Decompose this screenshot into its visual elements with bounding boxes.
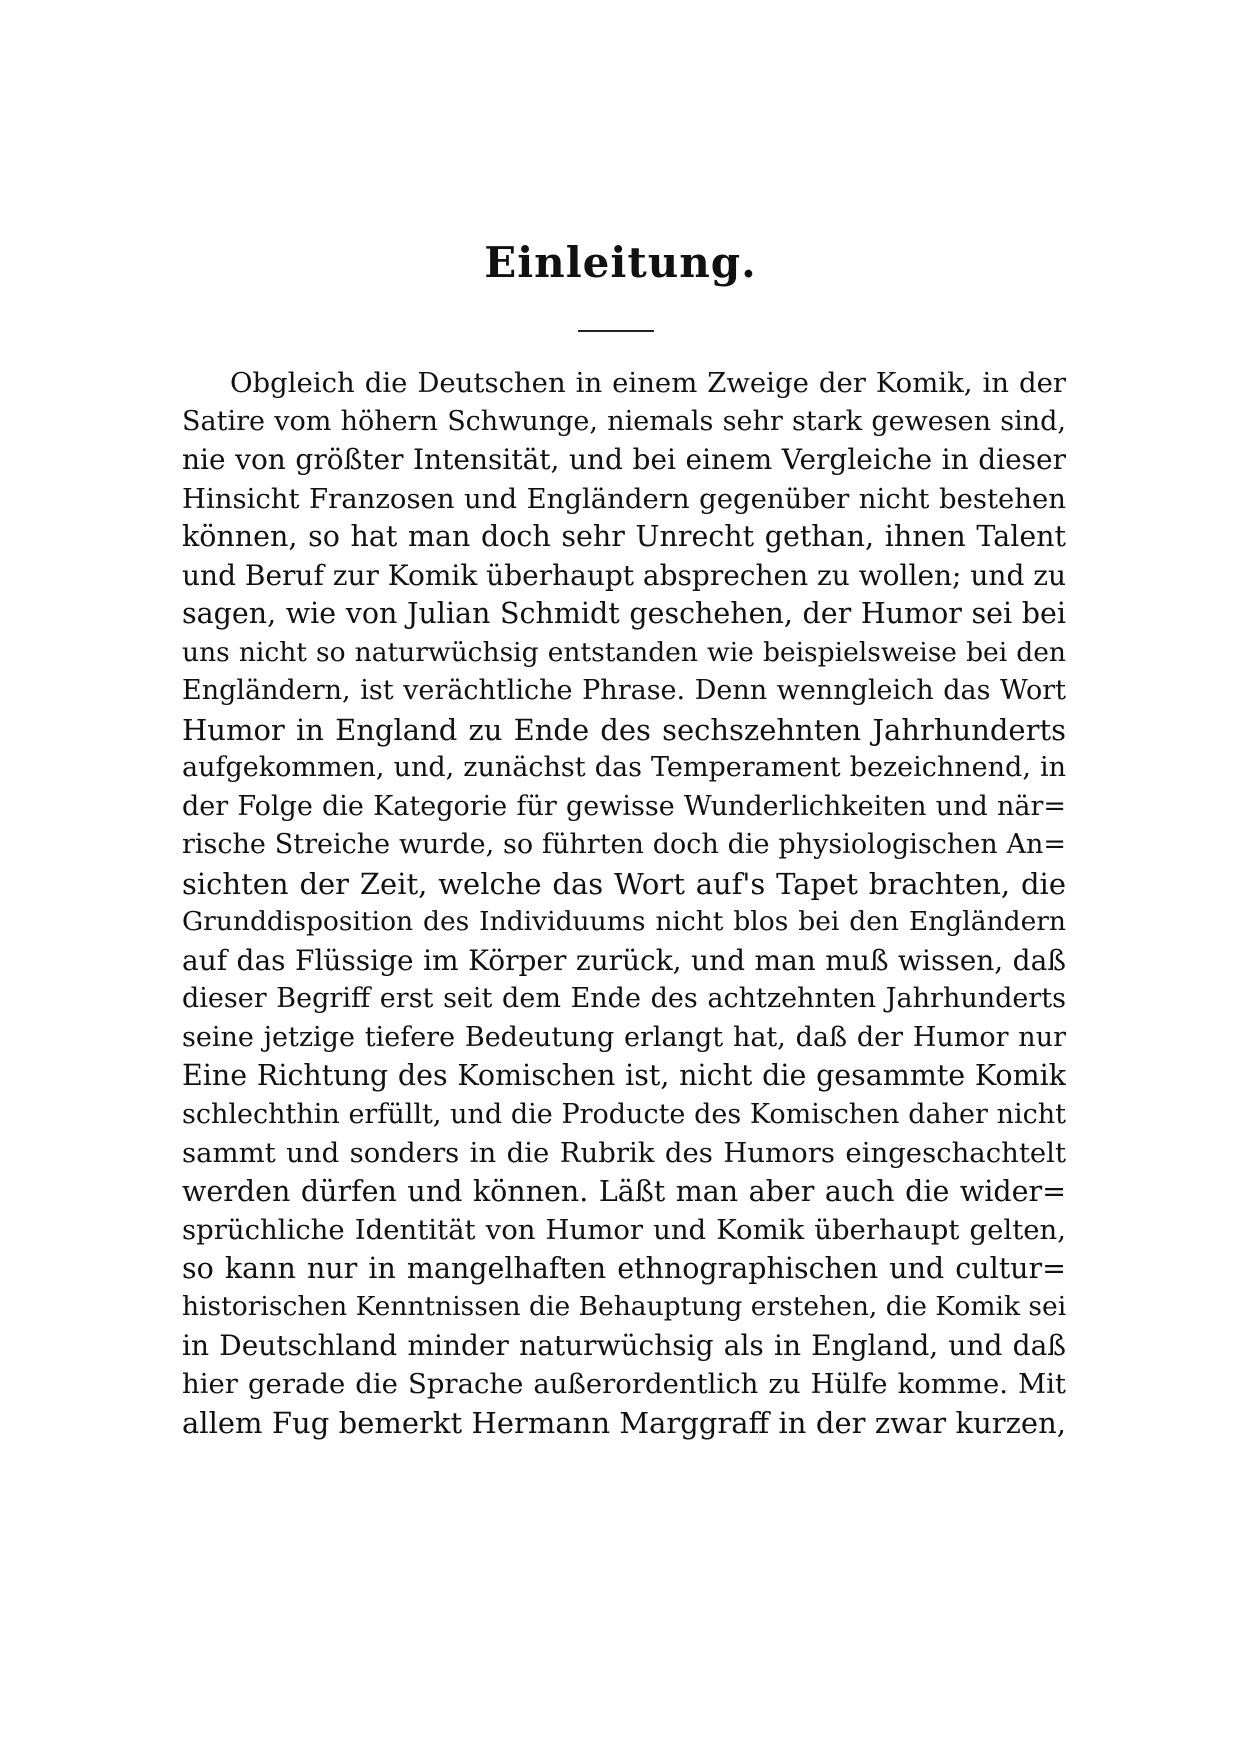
text-line: sammt und sonders in die Rubrik des Humors eingeschachtelt: [182, 1137, 1066, 1169]
text-line: Satire vom höhern Schwunge, niemals sehr stark gewesen sind,: [182, 405, 1066, 437]
text-line: sichten der Zeit, welche das Wort auf's Tapet brachten, die: [182, 866, 1066, 901]
text-line: Eine Richtung des Komischen ist, nicht die gesammte Komik: [182, 1059, 1066, 1092]
text-line: uns nicht so naturwüchsig entstanden wie beispielsweise bei den: [182, 636, 1066, 668]
text-line: auf das Flüssige im Körper zurück, und man muß wissen, daß: [182, 943, 1066, 977]
text-line: der Folge die Kategorie für gewisse Wunderlichkeiten und när=: [182, 790, 1066, 822]
text-line: können, so hat man doch sehr Unrecht gethan, ihnen Talent: [182, 520, 1066, 553]
text-line: nie von größter Intensität, und bei einem Vergleiche in dieser: [182, 443, 1066, 476]
text-line: Humor in England zu Ende des sechszehnten Jahrhunderts: [182, 712, 1066, 747]
text-line: dieser Begriff erst seit dem Ende des achtzehnten Jahrhunderts: [182, 983, 1066, 1014]
text-line: rische Streiche wurde, so führten doch die physiologischen An=: [182, 829, 1066, 860]
text-line: Engländern, ist verächtliche Phrase. Denn wenngleich das Wort: [182, 675, 1066, 706]
text-line: hier gerade die Sprache außerordentlich zu Hülfe komme. Mit: [182, 1368, 1066, 1400]
text-line: aufgekommen, und, zunächst das Temperament bezeichnend, in: [182, 752, 1066, 783]
text-line: allem Fug bemerkt Hermann Marggraff in der zwar kurzen,: [182, 1405, 1066, 1440]
text-line: historischen Kenntnissen die Behauptung erstehen, die Komik sei: [182, 1291, 1066, 1322]
body-paragraph: [182, 364, 1066, 1442]
text-line: sagen, wie von Julian Schmidt geschehen, der Humor sei bei: [182, 597, 1066, 630]
text-line: werden dürfen und können. Läßt man aber auch die wider=: [182, 1174, 1066, 1208]
text-line: Grunddisposition des Individuums nicht blos bei den Engländern: [182, 906, 1066, 937]
text-line: schlechthin erfüllt, und die Producte des Komischen daher nicht: [182, 1098, 1066, 1130]
text-line: seine jetzige tiefere Bedeutung erlangt hat, daß der Humor nur: [182, 1021, 1066, 1053]
text-line: Hinsicht Franzosen und Engländern gegenüber nicht bestehen: [182, 482, 1066, 515]
text-line: in Deutschland minder naturwüchsig als in England, und daß: [182, 1328, 1066, 1362]
chapter-title: Einleitung.: [484, 238, 757, 287]
title-divider: [578, 330, 654, 332]
text-line: Obgleich die Deutschen in einem Zweige der Komik, in der: [230, 367, 1066, 399]
text-line: so kann nur in mangelhaften ethnographischen und cultur=: [182, 1251, 1066, 1285]
text-line: und Beruf zur Komik überhaupt absprechen zu wollen; und zu: [182, 558, 1066, 592]
text-line: sprüchliche Identität von Humor und Komik überhaupt gelten,: [182, 1214, 1066, 1246]
